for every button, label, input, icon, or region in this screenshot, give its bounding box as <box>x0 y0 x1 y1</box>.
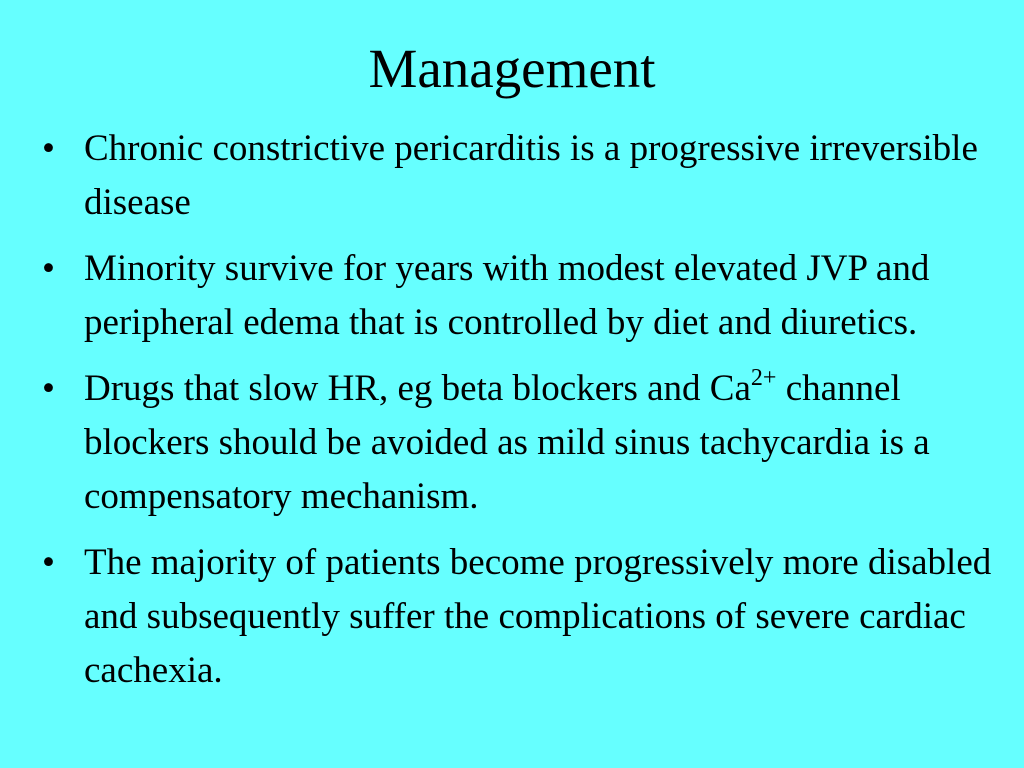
bullet-item <box>40 122 998 230</box>
bullet-dot-icon: • <box>42 128 55 169</box>
bullet-list <box>40 122 998 710</box>
bullet-item <box>40 536 998 698</box>
bullet-text: Minority survive for years with modest elevated JVP and peripheral edema that is controlled by diet and diuretics. <box>84 248 930 343</box>
bullet-text: The majority of patients become progressively more disabled and subsequently suffer the complications of severe cardiac cachexia. <box>84 542 992 691</box>
bullet-item <box>40 362 998 524</box>
bullet-text-before: Drugs that slow HR, eg beta blockers and Ca <box>84 368 751 409</box>
bullet-text: Chronic constrictive pericarditis is a progressive irreversible disease <box>84 128 978 223</box>
calcium-superscript: 2+ <box>750 365 777 391</box>
bullet-dot-icon: • <box>42 368 55 409</box>
bullet-text-after: channel blockers should be avoided as mild sinus tachycardia is a compensatory mechanism. <box>84 368 930 517</box>
slide-title: Management <box>368 38 656 99</box>
bullet-dot-icon: • <box>42 542 55 583</box>
bullet-dot-icon: • <box>42 248 55 289</box>
bullet-item <box>40 242 998 350</box>
